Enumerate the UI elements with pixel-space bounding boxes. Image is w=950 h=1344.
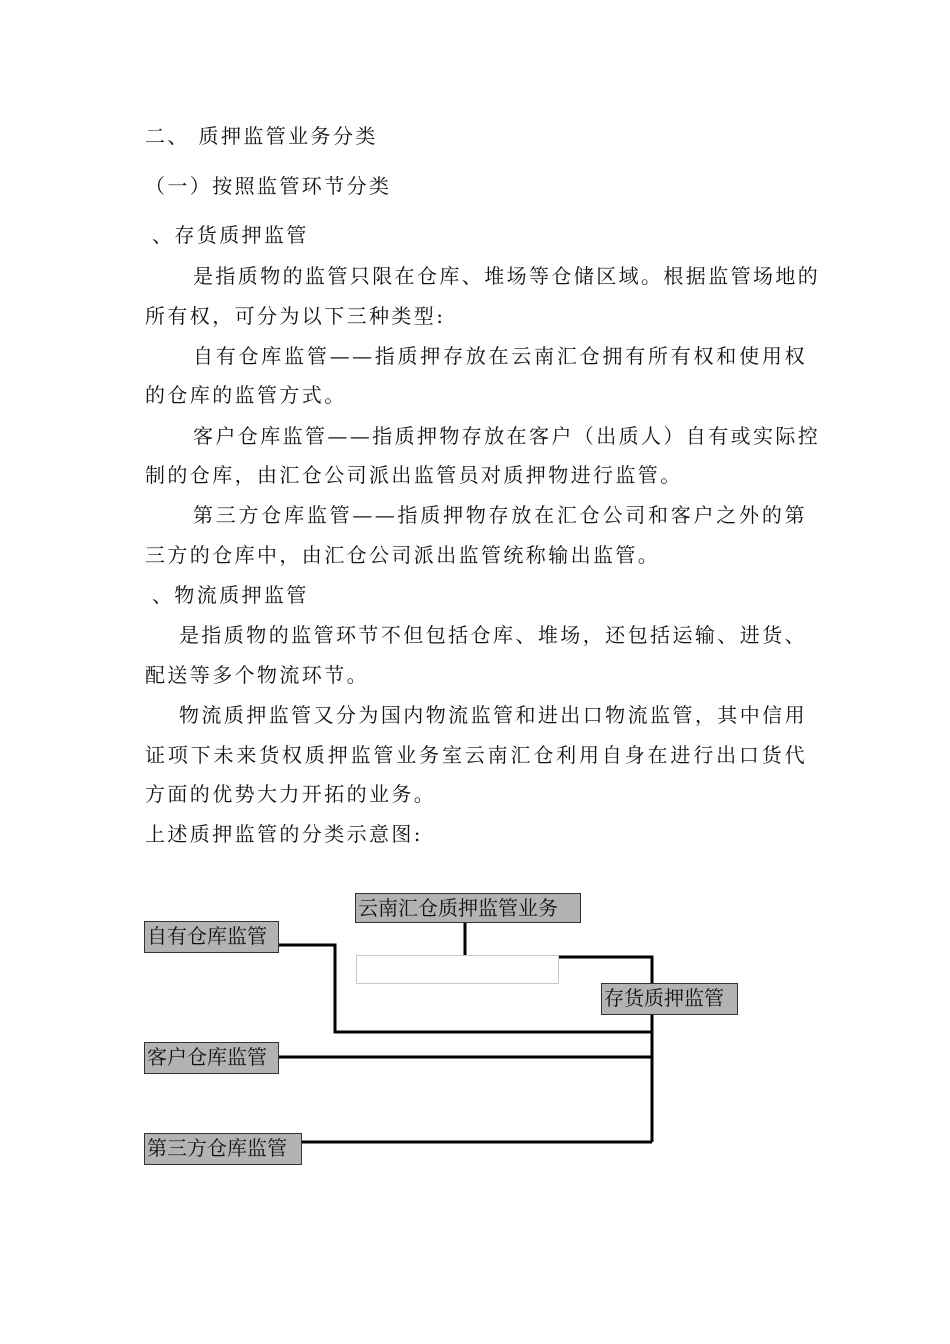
paragraph-line: 制的仓库，由汇仓公司派出监管员对质押物进行监管。 [145,463,683,487]
heading-section-2: 二、 质押监管业务分类 [145,124,378,148]
diagram-node-root: 云南汇仓质押监管业务 [355,893,581,923]
diagram-intro: 上述质押监管的分类示意图: [145,822,423,846]
diagram-node-own-warehouse: 自有仓库监管 [144,921,279,953]
diagram-node-client-warehouse: 客户仓库监管 [144,1042,279,1074]
diagram-node-inventory-pledge: 存货质押监管 [601,983,738,1015]
paragraph-line: 的仓库的监管方式。 [145,383,347,407]
paragraph-line: 自有仓库监管——指质押存放在云南汇仓拥有所有权和使用权 [193,344,807,368]
paragraph-line: 证项下未来货权质押监管业务室云南汇仓利用自身在进行出口货代 [145,743,807,767]
section-title-inventory-pledge: 、存货质押监管 [152,223,309,247]
empty-placeholder-box [356,955,559,984]
paragraph-line: 物流质押监管又分为国内物流监管和进出口物流监管，其中信用 [179,703,807,727]
heading-subsection-1: （一）按照监管环节分类 [145,174,392,198]
diagram-node-third-party-warehouse: 第三方仓库监管 [144,1133,302,1165]
paragraph-line: 所有权，可分为以下三种类型: [145,304,446,328]
paragraph-line: 是指质物的监管环节不但包括仓库、堆场，还包括运输、进货、 [179,623,807,647]
paragraph-line: 客户仓库监管——指质押物存放在客户（出质人）自有或实际控 [193,424,821,448]
paragraph-line: 是指质物的监管只限在仓库、堆场等仓储区域。根据监管场地的 [193,264,821,288]
section-title-logistics-pledge: 、物流质押监管 [152,583,309,607]
paragraph-line: 方面的优势大力开拓的业务。 [145,782,437,806]
paragraph-line: 配送等多个物流环节。 [145,663,369,687]
paragraph-line: 第三方仓库监管——指质押物存放在汇仓公司和客户之外的第 [193,503,807,527]
paragraph-line: 三方的仓库中，由汇仓公司派出监管统称输出监管。 [145,543,661,567]
